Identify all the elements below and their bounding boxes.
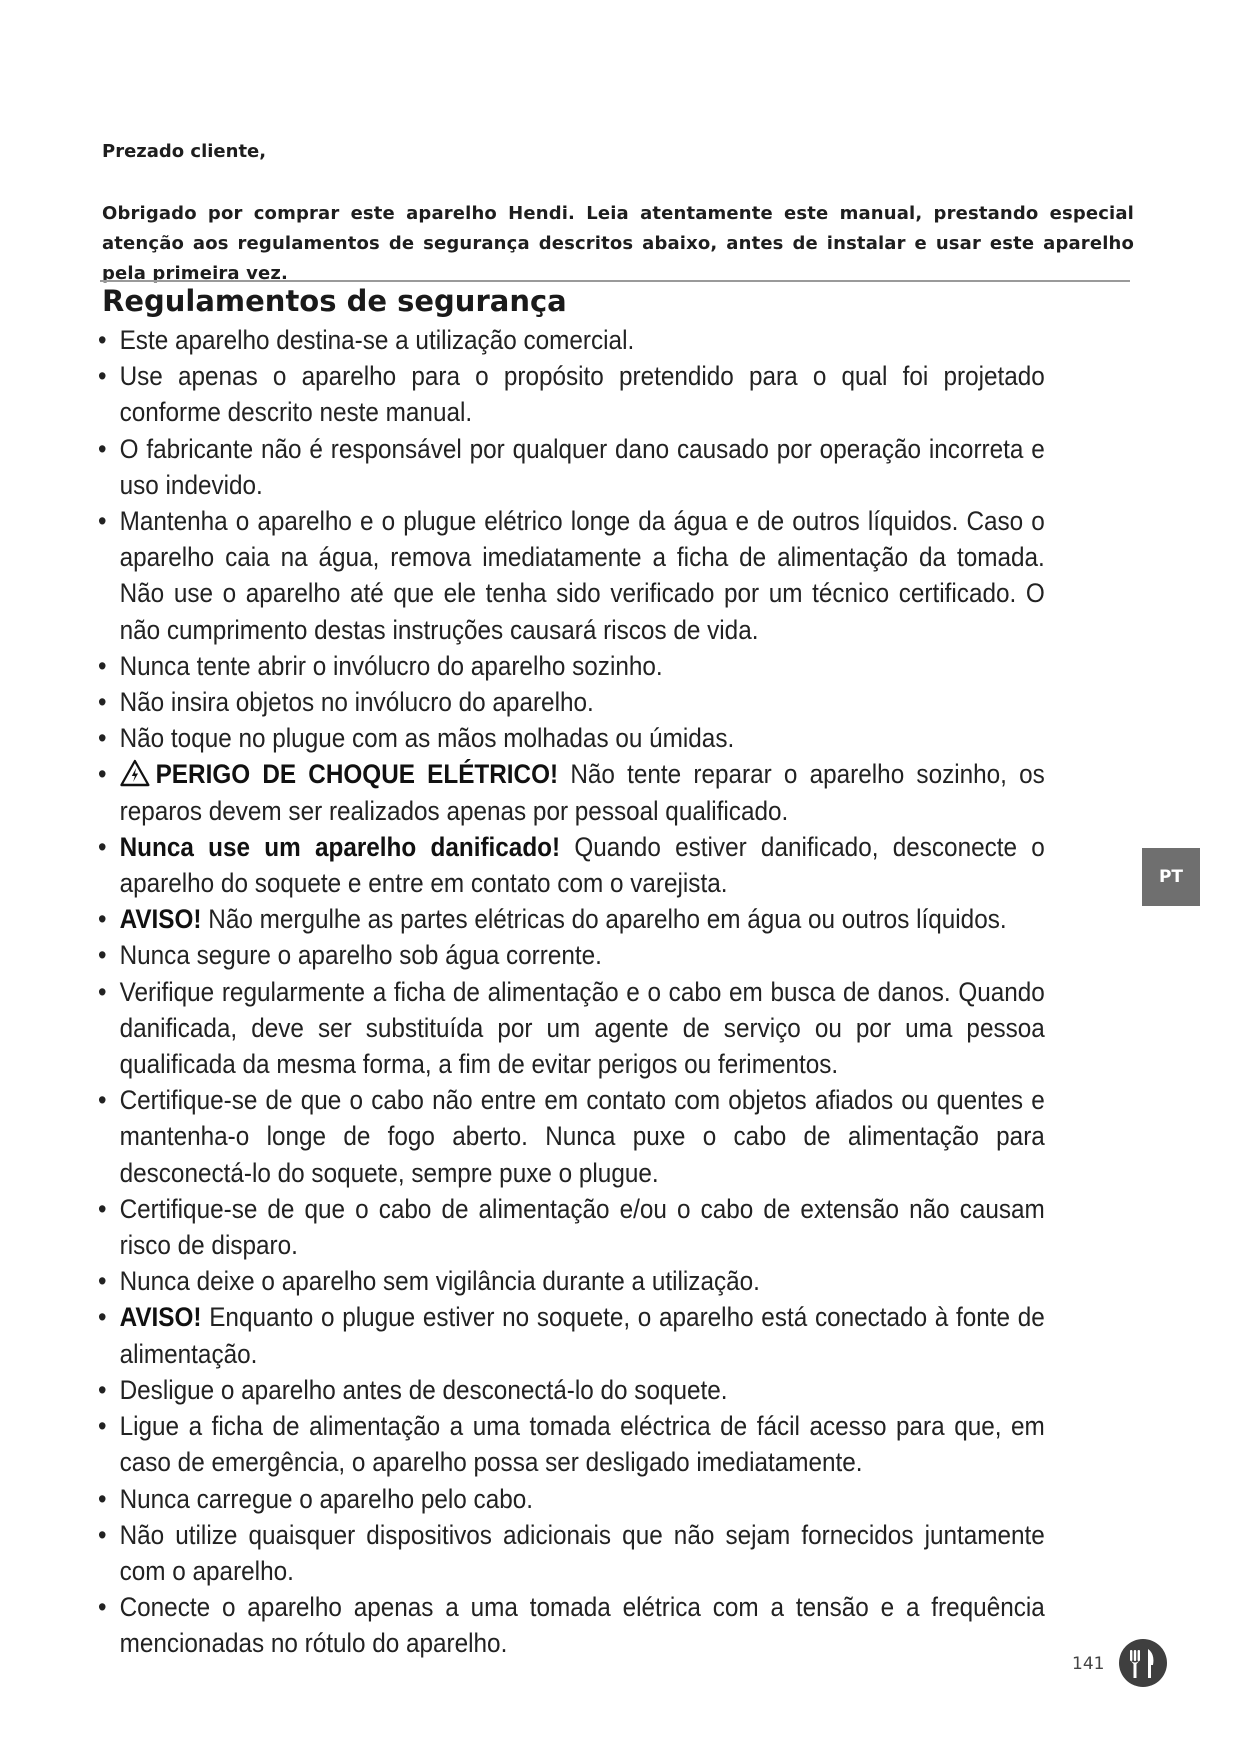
divider <box>100 280 1130 282</box>
rule-text: Não insira objetos no invólucro do aparelho. <box>119 687 594 718</box>
rule-text: Enquanto o plugue estiver no soquete, o aparelho está conectado à fonte de alimentação. <box>119 1302 1045 1369</box>
rule-emphasis: PERIGO DE CHOQUE ELÉTRICO! <box>155 759 559 790</box>
rule-emphasis: AVISO! <box>119 1302 202 1333</box>
bullet: • <box>98 1085 107 1116</box>
rule-item <box>98 322 1045 358</box>
rule-text: Certifique-se de que o cabo de alimentação e/ou o cabo de extensão não causam risco de disparo. <box>119 1193 1045 1261</box>
bullet: • <box>98 723 107 754</box>
bullet: • <box>98 650 107 681</box>
bullet: • <box>98 433 107 464</box>
bullet: • <box>98 361 107 392</box>
rule-text: Nunca tente abrir o invólucro do aparelho sozinho. <box>119 650 663 681</box>
rule-item <box>98 684 1045 720</box>
rule-text: Não utilize quaisquer dispositivos adicionais que não sejam fornecidos juntamente com o aparelho. <box>119 1519 1045 1586</box>
rule-text: Certifique-se de que o cabo não entre em contato com objetos afiados ou quentes e mantenha-o longe de fogo aberto. Nunca puxe o cabo de alimentação para desconectá-lo do soquete, sempre puxe o plugue. <box>119 1085 1045 1188</box>
rule-emphasis: Nunca use um aparelho danificado! <box>119 831 561 862</box>
bullet: • <box>98 1411 107 1442</box>
rule-text: Conecte o aparelho apenas a uma tomada elétrica com a tensão e a frequência mencionadas no rótulo do aparelho. <box>119 1592 1045 1659</box>
bullet: • <box>98 1519 107 1550</box>
rule-item <box>98 1372 1045 1408</box>
bullet: • <box>98 759 107 790</box>
rule-emphasis: AVISO! <box>119 904 202 935</box>
rule-text: Mantenha o aparelho e o plugue elétrico longe da água e de outros líquidos. Caso o aparelho caia na água, remova imediatamente a ficha de alimentação da tomada. Não use o aparelho até que ele tenha sido verificado por um técnico certificado. O não cumprimento destas instruções causará riscos de vida. <box>119 506 1045 645</box>
safety-rules-list <box>98 322 1045 1662</box>
bullet: • <box>98 1592 107 1623</box>
rule-item <box>98 1299 1045 1371</box>
bullet: • <box>98 940 107 971</box>
greeting: Prezado cliente, <box>102 141 267 162</box>
bullet: • <box>98 976 107 1007</box>
rule-text: O fabricante não é responsável por qualquer dano causado por operação incorreta e uso indevido. <box>119 433 1045 500</box>
section-title: Regulamentos de segurança <box>102 284 567 318</box>
rule-item <box>98 503 1045 648</box>
rule-text: Não tente reparar o aparelho sozinho, os reparos devem ser realizados apenas por pessoal qualificado. <box>119 759 1045 826</box>
bullet: • <box>98 1193 107 1224</box>
language-tab: PT <box>1142 848 1200 906</box>
rule-item <box>98 1191 1045 1263</box>
bullet: • <box>98 1302 107 1333</box>
rule-text: Não mergulhe as partes elétricas do aparelho em água ou outros líquidos. <box>208 904 1007 935</box>
rule-item <box>98 901 1045 937</box>
rule-item <box>98 1408 1045 1480</box>
bullet: • <box>98 325 107 355</box>
rule-text: Nunca segure o aparelho sob água corrente. <box>119 940 602 971</box>
rule-item <box>98 720 1045 756</box>
rule-text: Ligue a ficha de alimentação a uma tomada eléctrica de fácil acesso para que, em caso de emergência, o aparelho possa ser desligado imediatamente. <box>119 1411 1045 1478</box>
bullet: • <box>98 1483 107 1514</box>
cutlery-logo-icon <box>1118 1638 1168 1688</box>
rule-text: Use apenas o aparelho para o propósito pretendido para o qual foi projetado conforme descrito neste manual. <box>119 361 1045 428</box>
rule-item <box>98 829 1045 901</box>
bullet: • <box>98 1374 107 1405</box>
bullet: • <box>98 831 107 862</box>
bullet: • <box>98 1266 107 1297</box>
rule-text: Não toque no plugue com as mãos molhadas ou úmidas. <box>119 723 735 754</box>
bullet: • <box>98 687 107 718</box>
rule-item <box>98 1589 1045 1661</box>
page-number: 141 <box>1072 1654 1105 1674</box>
rule-item <box>98 1481 1045 1517</box>
rule-text: Quando estiver danificado, desconecte o aparelho do soquete e entre em contato com o varejista. <box>119 831 1045 899</box>
rule-item <box>98 1263 1045 1299</box>
rule-text: Este aparelho destina-se a utilização comercial. <box>119 325 635 355</box>
bullet: • <box>98 904 107 935</box>
rule-item <box>98 431 1045 503</box>
electric-hazard-icon <box>120 759 151 787</box>
rule-text: Verifique regularmente a ficha de alimentação e o cabo em busca de danos. Quando danificada, deve ser substituída por um agente de serviço ou por uma pessoa qualificada da mesma forma, a fim de evitar perigos ou ferimentos. <box>119 976 1045 1080</box>
intro-paragraph: Obrigado por comprar este aparelho Hendi. Leia atentamente este manual, prestando especial atenção aos regulamentos de segurança descritos abaixo, antes de instalar e usar este aparelho pela primeira vez. <box>102 203 1134 284</box>
rule-item <box>98 974 1045 1083</box>
rule-item <box>98 1082 1045 1191</box>
bullet: • <box>98 506 107 537</box>
rule-item <box>98 756 1045 828</box>
rule-item <box>98 358 1045 430</box>
rule-item <box>98 937 1045 973</box>
rule-text: Nunca carregue o aparelho pelo cabo. <box>119 1483 533 1514</box>
rule-text: Nunca deixe o aparelho sem vigilância durante a utilização. <box>119 1266 760 1297</box>
rule-item <box>98 648 1045 684</box>
rule-text: Desligue o aparelho antes de desconectá-lo do soquete. <box>119 1374 728 1405</box>
rule-item <box>98 1517 1045 1589</box>
